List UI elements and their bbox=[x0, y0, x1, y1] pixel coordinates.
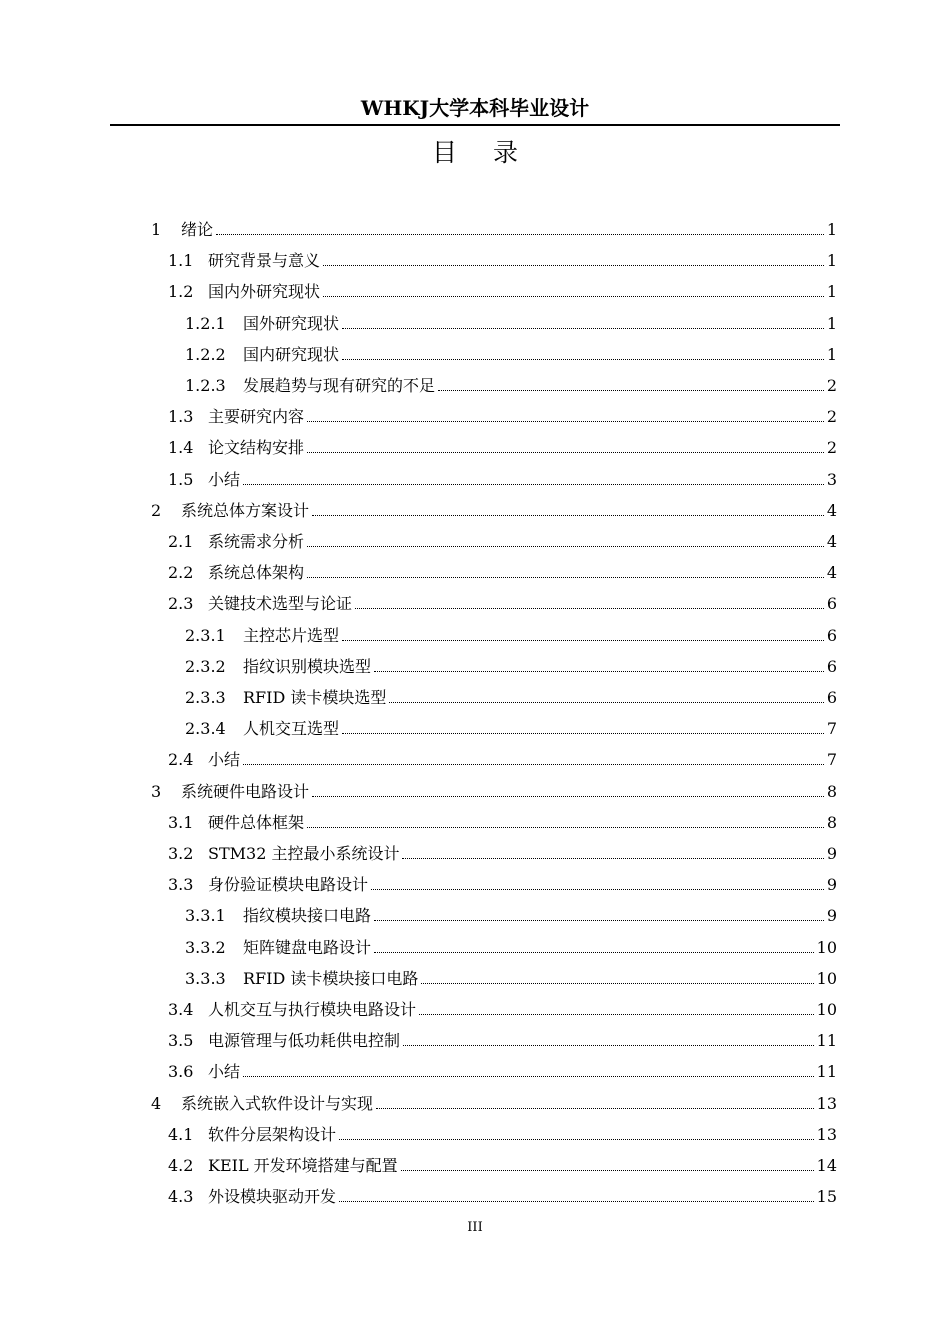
toc-entry-page: 8 bbox=[826, 812, 837, 832]
toc-entry-page: 9 bbox=[826, 844, 837, 863]
toc-entry-title: 论文结构安排 bbox=[208, 438, 305, 458]
toc-entry-number: 4.2 bbox=[168, 1156, 194, 1175]
toc-entry-page: 7 bbox=[826, 750, 837, 770]
toc-dot-leader bbox=[402, 858, 823, 859]
toc-dot-leader bbox=[374, 671, 824, 672]
toc-dot-leader bbox=[389, 702, 823, 703]
toc-entry-number: 3.3 bbox=[168, 875, 194, 895]
toc-dot-leader bbox=[312, 796, 824, 797]
toc-entry-number: 1.3 bbox=[168, 407, 194, 427]
toc-dot-leader bbox=[421, 983, 813, 984]
toc-entry-number: 2.3.4 bbox=[185, 719, 226, 739]
toc-entry-title: 主控芯片选型 bbox=[243, 625, 340, 645]
toc-entry[interactable] bbox=[151, 1083, 837, 1114]
toc-entry-number: 4.1 bbox=[168, 1124, 194, 1144]
toc-entry-number: 3.3.1 bbox=[185, 906, 226, 926]
toc-dot-leader bbox=[323, 296, 824, 297]
toc-entry-title: 研究背景与意义 bbox=[208, 251, 321, 271]
toc-entry-title: RFID 读卡模块接口电路 bbox=[243, 968, 419, 988]
toc-dot-leader bbox=[339, 1139, 814, 1140]
toc-entry-page: 2 bbox=[826, 438, 837, 458]
toc-entry-page: 9 bbox=[826, 906, 837, 926]
toc-dot-leader bbox=[371, 889, 824, 890]
toc-entry[interactable] bbox=[168, 396, 837, 427]
toc-entry[interactable] bbox=[151, 771, 837, 802]
toc-entry-title: KEIL 开发环境搭建与配置 bbox=[208, 1156, 398, 1175]
toc-entry[interactable] bbox=[185, 895, 837, 926]
toc-entry-title: 系统总体方案设计 bbox=[181, 500, 310, 520]
toc-entry-number: 2.3 bbox=[168, 594, 194, 614]
toc-entry-number: 3.4 bbox=[168, 1000, 194, 1019]
toc-dot-leader bbox=[307, 546, 824, 547]
toc-entry[interactable] bbox=[185, 303, 837, 334]
toc-entry-number: 2.1 bbox=[168, 532, 194, 551]
toc-entry-number: 2.3.2 bbox=[185, 656, 226, 676]
toc-dot-leader bbox=[312, 515, 824, 516]
toc-entry[interactable] bbox=[185, 334, 837, 365]
toc-dot-leader bbox=[438, 390, 824, 391]
toc-entry-page: 1 bbox=[826, 344, 837, 364]
toc-entry-title: 国内外研究现状 bbox=[208, 282, 321, 302]
toc-entry-number: 3.3.2 bbox=[185, 937, 226, 957]
toc-entry-title: 系统嵌入式软件设计与实现 bbox=[181, 1093, 374, 1113]
toc-entry-page: 13 bbox=[816, 1124, 837, 1144]
toc-entry-number: 1.5 bbox=[168, 469, 194, 489]
toc-dot-leader bbox=[342, 359, 824, 360]
toc-entry-title: 指纹识别模块选型 bbox=[243, 656, 372, 676]
toc-entry-number: 2.3.3 bbox=[185, 688, 226, 707]
toc-entry-number: 2.4 bbox=[168, 750, 194, 770]
toc-entry-number: 2.2 bbox=[168, 563, 194, 583]
toc-entry[interactable] bbox=[168, 583, 837, 614]
toc-entry-number: 1.2 bbox=[168, 282, 194, 302]
toc-entry-page: 4 bbox=[826, 500, 837, 520]
toc-dot-leader bbox=[243, 1076, 814, 1077]
toc-dot-leader bbox=[401, 1170, 814, 1171]
toc-entry[interactable] bbox=[185, 615, 837, 646]
toc-entry-number: 4.3 bbox=[168, 1187, 194, 1207]
toc-entry-title: 外设模块驱动开发 bbox=[208, 1187, 337, 1207]
toc-entry-page: 14 bbox=[816, 1156, 837, 1175]
toc-entry-title: 身份验证模块电路设计 bbox=[208, 875, 369, 895]
toc-entry[interactable] bbox=[168, 989, 837, 1020]
toc-entry-number: 3.2 bbox=[168, 844, 194, 863]
toc-entry[interactable] bbox=[185, 677, 837, 708]
toc-dot-leader bbox=[307, 421, 824, 422]
toc-entry[interactable] bbox=[151, 209, 837, 240]
toc-entry-number: 1 bbox=[151, 220, 162, 239]
toc-entry-title: 人机交互与执行模块电路设计 bbox=[208, 1000, 417, 1019]
toc-entry[interactable] bbox=[168, 521, 837, 552]
toc-entry-number: 2 bbox=[151, 500, 162, 520]
toc-entry-title: 系统需求分析 bbox=[208, 532, 305, 551]
toc-dot-leader bbox=[342, 328, 824, 329]
toc-entry-number: 3 bbox=[151, 781, 162, 801]
toc-entry-number: 3.3.3 bbox=[185, 968, 226, 988]
toc-dot-leader bbox=[307, 577, 824, 578]
toc-entry-page: 10 bbox=[816, 937, 837, 957]
toc-entry-page: 1 bbox=[826, 251, 837, 271]
toc-entry-number: 2.3.1 bbox=[185, 625, 226, 645]
toc-entry-title: 小结 bbox=[208, 1062, 241, 1082]
toc-dot-leader bbox=[376, 1108, 814, 1109]
toc-entry[interactable] bbox=[168, 552, 837, 583]
toc-entry-title: 小结 bbox=[208, 750, 241, 770]
toc-entry[interactable] bbox=[168, 459, 837, 490]
toc-entry[interactable] bbox=[168, 833, 837, 864]
toc-dot-leader bbox=[243, 764, 824, 765]
toc-entry-title: 系统硬件电路设计 bbox=[181, 781, 310, 801]
toc-dot-leader bbox=[374, 952, 814, 953]
toc-entry-page: 6 bbox=[826, 656, 837, 676]
toc-entry[interactable] bbox=[168, 240, 837, 271]
page-number: III bbox=[467, 1220, 483, 1235]
toc-entry-page: 6 bbox=[826, 594, 837, 614]
toc-entry[interactable] bbox=[168, 1145, 837, 1176]
toc-entry-title: 软件分层架构设计 bbox=[208, 1124, 337, 1144]
toc-entry-number: 1.1 bbox=[168, 251, 194, 271]
toc-entry-page: 2 bbox=[826, 407, 837, 427]
toc-entry[interactable] bbox=[168, 427, 837, 458]
toc-entry-page: 15 bbox=[816, 1187, 837, 1207]
toc-entry-page: 3 bbox=[826, 469, 837, 489]
running-header: WHKJ大学本科毕业设计 bbox=[360, 96, 590, 120]
toc-entry-page: 6 bbox=[826, 625, 837, 645]
toc-entry[interactable] bbox=[168, 802, 837, 833]
toc-dot-leader bbox=[307, 452, 824, 453]
toc-entry-number: 3.5 bbox=[168, 1031, 194, 1051]
toc-entry-title: 系统总体架构 bbox=[208, 563, 305, 583]
toc-entry-title: 硬件总体框架 bbox=[208, 812, 305, 832]
toc-dot-leader bbox=[342, 733, 824, 734]
toc-entry-number: 3.1 bbox=[168, 812, 194, 832]
toc-dot-leader bbox=[374, 920, 824, 921]
toc-entry-page: 11 bbox=[816, 1062, 837, 1082]
toc-entry-title: 关键技术选型与论证 bbox=[208, 594, 353, 614]
toc-entry-page: 9 bbox=[826, 875, 837, 895]
toc-entry-title: 指纹模块接口电路 bbox=[243, 906, 372, 926]
toc-entry-number: 1.2.1 bbox=[185, 313, 226, 333]
toc-entry-title: 主要研究内容 bbox=[208, 407, 305, 427]
toc-entry-title: 绪论 bbox=[181, 220, 214, 239]
toc-entry[interactable] bbox=[168, 864, 837, 895]
toc-entry[interactable] bbox=[185, 927, 837, 958]
toc-dot-leader bbox=[419, 1014, 814, 1015]
toc-entry-page: 13 bbox=[816, 1093, 837, 1113]
toc-dot-leader bbox=[339, 1201, 814, 1202]
toc-entry-number: 1.2.2 bbox=[185, 344, 226, 364]
toc-entry-title: STM32 主控最小系统设计 bbox=[208, 844, 400, 863]
toc-dot-leader bbox=[403, 1045, 814, 1046]
page-title: 目 录 bbox=[432, 138, 532, 167]
toc-entry-page: 4 bbox=[826, 532, 837, 551]
toc-entry-number: 4 bbox=[151, 1093, 162, 1113]
toc-entry-title: 人机交互选型 bbox=[243, 719, 340, 739]
toc-entry-page: 1 bbox=[826, 282, 837, 302]
toc-entry-page: 4 bbox=[826, 563, 837, 583]
toc-dot-leader bbox=[216, 234, 824, 235]
toc-entry-title: 小结 bbox=[208, 469, 241, 489]
toc-entry-title: 矩阵键盘电路设计 bbox=[243, 937, 372, 957]
toc-entry[interactable] bbox=[185, 646, 837, 677]
toc-entry-page: 2 bbox=[826, 376, 837, 395]
toc-entry[interactable] bbox=[168, 1114, 837, 1145]
toc-entry[interactable] bbox=[168, 739, 837, 770]
toc-dot-leader bbox=[342, 640, 824, 641]
toc-entry-page: 6 bbox=[826, 688, 837, 707]
toc-entry-number: 3.6 bbox=[168, 1062, 194, 1082]
toc-entry-page: 11 bbox=[816, 1031, 837, 1051]
toc-entry[interactable] bbox=[151, 490, 837, 521]
toc-entry-title: 国内研究现状 bbox=[243, 344, 340, 364]
toc-entry[interactable] bbox=[168, 1051, 837, 1082]
toc-dot-leader bbox=[323, 265, 824, 266]
toc-entry-title: RFID 读卡模块选型 bbox=[243, 688, 387, 707]
toc-entry[interactable] bbox=[185, 365, 837, 396]
toc-entry-number: 1.2.3 bbox=[185, 376, 226, 395]
toc-entry-title: 国外研究现状 bbox=[243, 313, 340, 333]
header-divider bbox=[110, 124, 840, 126]
toc-entry[interactable] bbox=[168, 1176, 837, 1207]
toc-dot-leader bbox=[355, 608, 824, 609]
toc-entry[interactable] bbox=[168, 1020, 837, 1051]
toc-entry-page: 7 bbox=[826, 719, 837, 739]
toc-dot-leader bbox=[243, 484, 824, 485]
toc-entry[interactable] bbox=[185, 958, 837, 989]
toc-entry-page: 10 bbox=[816, 1000, 837, 1019]
toc-entry-number: 1.4 bbox=[168, 438, 194, 458]
toc-entry[interactable] bbox=[185, 708, 837, 739]
toc-entry-title: 电源管理与低功耗供电控制 bbox=[208, 1031, 401, 1051]
toc-entry-title: 发展趋势与现有研究的不足 bbox=[243, 376, 436, 395]
toc-entry-page: 8 bbox=[826, 781, 837, 801]
toc-entry-page: 1 bbox=[826, 313, 837, 333]
toc-entry[interactable] bbox=[168, 271, 837, 302]
toc-entry-page: 1 bbox=[826, 220, 837, 239]
toc-dot-leader bbox=[307, 827, 824, 828]
toc-entry-page: 10 bbox=[816, 968, 837, 988]
